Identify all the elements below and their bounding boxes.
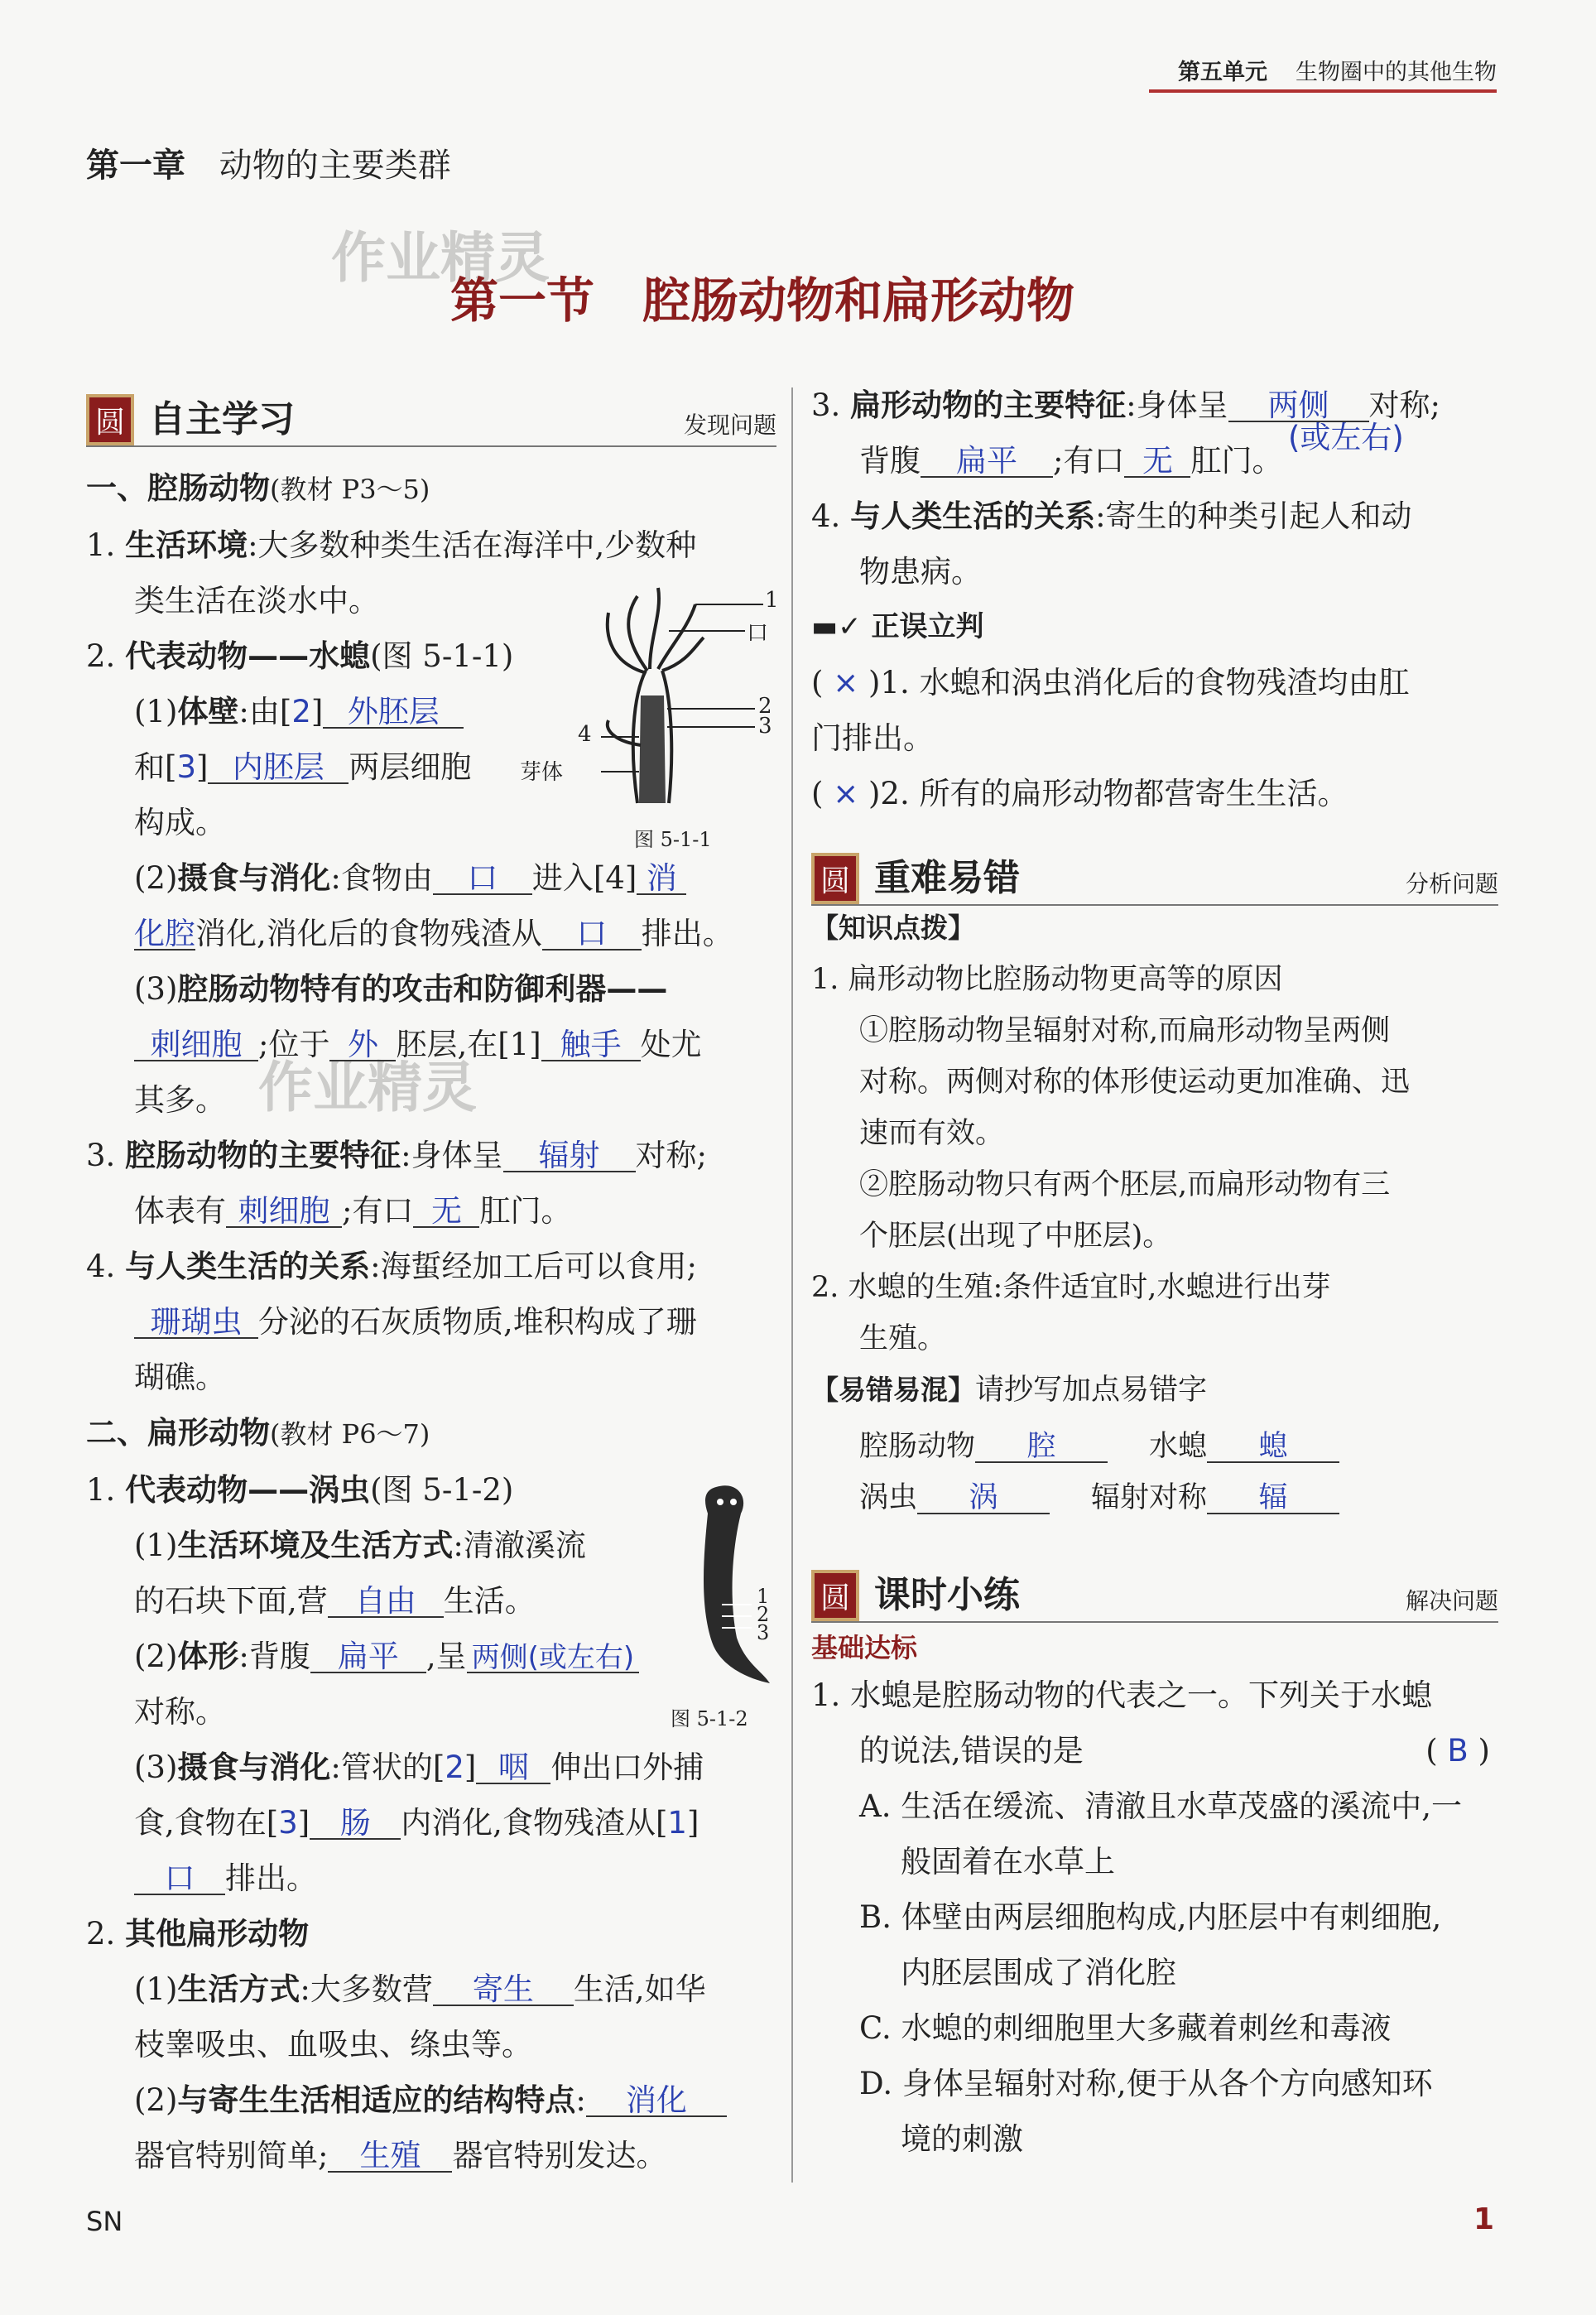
unit-title: 生物圈中的其他生物 [1296,59,1497,85]
answer-blank: 两侧(或左右) [467,1644,640,1673]
knowledge-1c: 速而有效。 [859,1117,1005,1150]
item-2-1b: 和[3] 内胚层 两层细胞 [134,749,472,785]
knowledge-1: 1. 扁形动物比腔肠动物更高等的原因 [811,963,1283,996]
answer-choice: B [1447,1733,1469,1769]
footer-left: SN [86,2206,123,2237]
item-1: 1. 生活环境:大多数种类生活在海洋中,少数种 [86,527,697,563]
answer-blank: 内胚层 [208,752,349,784]
knowledge-1d: ②腔肠动物只有两个胚层,而扁形动物有三 [859,1168,1391,1201]
answer-blank: 咽 [476,1752,550,1784]
answer-blank: 螅 [1207,1432,1339,1463]
key-tag: 分析问题 [1405,870,1498,898]
basic-label: 基础达标 [811,1632,918,1663]
item-4b: 珊瑚虫 分泌的石灰质物质,堆积构成了珊 [86,1294,781,1350]
knowledge-2b: 生殖。 [859,1322,947,1355]
chapter-number: 第一章 [86,147,185,185]
item-2: 2. 代表动物——水螅(图 5-1-1) [86,638,514,674]
answer-blank: 化腔 [134,916,195,951]
item-m2-1b: 枝睾吸虫、血吸虫、绦虫等。 [134,2027,532,2062]
item-4: 4. 与人类生活的关系:海蜇经加工后可以食用; [86,1249,698,1284]
fig1-label: 2 [758,694,772,719]
answer-blank: 腔 [975,1432,1108,1463]
item-m1-1: (1)生活环境及生活方式:清澈溪流 [134,1528,586,1563]
fig2-caption: 图 5-1-2 [671,1707,748,1730]
answer-blank: 珊瑚虫 [134,1307,258,1339]
self-study-header [86,373,776,447]
judge-1: ( × )1. 水螅和涡虫消化后的食物残渣均由肛 [811,665,1410,700]
heading-coelenterates: 一、腔肠动物(教材 P3～5) [86,470,430,506]
answer-blank: 寄生 [433,1974,574,2006]
option-b: B. 体壁由两层细胞构成,内胚层中有刺细胞, [859,1899,1442,1935]
self-study-tag: 发现问题 [683,412,776,439]
fig1-caption: 图 5-1-1 [634,828,712,851]
answer-blank: 两侧 [1228,390,1369,422]
section-title: 第一节 腔肠动物和扁形动物 [450,272,1075,329]
column-divider [791,387,793,2183]
heading-flatworms: 二、扁形动物(教材 P6～7) [86,1415,430,1451]
item-2-3b: 刺细胞 ;位于 外 胚层,在[1] 触手 处尤 [86,1017,781,1072]
fig2-label: 2 [757,1603,770,1626]
answer-blank: 扁平 [310,1641,426,1673]
hydra-figure [520,580,786,861]
fig1-label: 1 [765,588,779,613]
answer-blank: 肠 [310,1807,401,1840]
answer-blank: 辐 [1207,1484,1339,1514]
item-m1-1b: 的石块下面,营 自由 生活。 [134,1583,536,1619]
fig1-label: 3 [758,714,772,739]
item-2-2b: 化腔消化,消化后的食物残渣从 口 排出。 [134,916,733,951]
fig2-label: 3 [757,1621,770,1644]
item-r3: 3. 扁形动物的主要特征:身体呈 两侧 对称; [811,387,1441,423]
right-column-bottom [811,1628,1507,2167]
item-m2: 2. 其他扁形动物 [86,1916,310,1952]
question-1: 1. 水螅是腔肠动物的代表之一。下列关于水螅 [811,1677,1433,1713]
item-2-1c: 构成。 [134,805,226,840]
item-m1-3c: 口 排出。 [86,1851,781,1906]
practice-tag: 解决问题 [1405,1587,1498,1615]
judge-2: ( × )2. 所有的扁形动物都营寄生生活。 [811,776,1348,811]
option-a: A. 生活在缓流、清澈且水草茂盛的溪流中,一 [859,1788,1463,1824]
answer-blank: 无 [413,1196,479,1228]
fig1-label: 口 [747,621,769,646]
chapter-title: 动物的主要类群 [219,147,451,185]
answer-blank: 无 [1124,445,1190,478]
item-r4: 4. 与人类生活的关系:寄生的种类引起人和动 [811,498,1412,534]
right-column-top [811,378,1507,821]
item-4c: 瑚礁。 [134,1360,226,1395]
item-2-1: (1)体壁:由[2] 外胚层 [86,684,781,739]
answer-blank: 外 [329,1029,396,1061]
item-2-3: (3)腔肠动物特有的攻击和防御利器—— [134,971,668,1007]
watermark: 作业精灵 [258,1056,477,1119]
item-m1: 1. 代表动物——涡虫(图 5-1-2) [86,1472,514,1508]
unit-label: 第五单元 [1178,59,1267,85]
knowledge-1e: 个胚层(出现了中胚层)。 [859,1220,1172,1253]
answer-blank: 口 [433,863,532,895]
page-number: 1 [1473,2202,1495,2236]
answer-blank: 生殖 [328,2140,452,2173]
section-badge-icon: 圆 [86,394,134,445]
knowledge-heading: 【知识点拨】 [811,912,975,944]
item-m1-3b: 食,食物在[3] 肠 内消化,食物残渣从[1] [134,1805,699,1841]
answer-blank: 辐射 [503,1140,636,1172]
chapter-heading [86,139,451,186]
item-2-2: (2)摄食与消化:食物由 口 进入[4] 消 [86,850,781,906]
item-m2-1: (1)生活方式:大多数营 寄生 生活,如华 [134,1971,706,2007]
fig2-label: 1 [757,1585,770,1608]
judge-heading: ▬✓ 正误立判 [811,610,984,643]
running-header [1149,50,1497,93]
answer-blank: 外胚层 [323,696,464,729]
item-m1-2: (2)体形:背腹 扁平 ,呈 两侧(或左右) [86,1629,781,1684]
option-b2: 内胚层围成了消化腔 [901,1955,1176,1990]
item-1-cont: 类生活在淡水中。 [134,583,379,618]
practice-header [811,1548,1498,1623]
practice-title: 课时小练 [874,1574,1020,1616]
option-d2: 境的刺激 [901,2121,1023,2157]
knowledge-1a: ①腔肠动物呈辐射对称,而扁形动物呈两侧 [859,1014,1391,1047]
answer-blank: 刺细胞 [226,1196,342,1228]
item-m2-2: (2)与寄生生活相适应的结构特点: 消化 [86,2072,781,2128]
bud-label: 芽体 [520,760,564,785]
easy-heading: 【易错易混】请抄写加点易错字 [811,1374,1208,1407]
item-2-3c: 其多。 [134,1082,226,1118]
option-a2: 般固着在水草上 [901,1844,1115,1879]
option-d: D. 身体呈辐射对称,便于从各个方向感知环 [859,2066,1433,2101]
question-1b: 的说法,错误的是 ( B ) [859,1733,1490,1769]
item-m1-3: (3)摄食与消化:管状的[2] 咽 伸出口外捕 [134,1749,704,1785]
self-study-title: 自主学习 [149,398,295,440]
key-title: 重难易错 [874,857,1020,899]
answer-note: (或左右) [1288,420,1404,455]
section-badge-icon: 圆 [811,853,859,904]
answer-blank: 消化 [586,2085,727,2117]
key-header [811,831,1498,906]
option-c: C. 水螅的刺细胞里大多藏着刺丝和毒液 [859,2010,1392,2046]
answer-blank: 涡 [917,1484,1050,1514]
easy-row-2: 涡虫 涡 辐射对称 辐 [811,1472,1507,1523]
judge-1b: 门排出。 [811,720,934,756]
knowledge-2: 2. 水螅的生殖:条件适宜时,水螅进行出芽 [811,1271,1331,1304]
item-m1-2b: 对称。 [134,1694,226,1730]
fig1-label: 4 [578,722,592,747]
watermark: 作业精灵 [331,226,550,290]
item-3: 3. 腔肠动物的主要特征:身体呈 辐射 对称; [86,1138,708,1173]
answer-blank: 自由 [328,1586,444,1618]
answer-blank: 扁平 [921,445,1053,478]
answer-blank: 触手 [541,1029,641,1061]
answer-blank: 刺细胞 [134,1029,258,1061]
answer-blank: 口 [134,1863,225,1895]
item-r3b: 背腹 扁平 ;有口 无 肛门。 (或左右) [811,433,1507,489]
planarian-figure [671,1480,786,1737]
check-icon: ▬✓ [811,610,862,643]
easy-row-1: 腔肠动物 腔 水螅 螅 [811,1421,1507,1472]
answer-blank: 口 [542,918,642,951]
answer-blank: 消 [637,863,686,895]
item-3b: 体表有 刺细胞 ;有口 无 肛门。 [134,1193,572,1229]
knowledge-1b: 对称。两侧对称的体形使运动更加准确、迅 [859,1066,1411,1099]
right-column-mid [811,902,1507,1523]
item-m2-2b: 器官特别简单; 生殖 器官特别发达。 [134,2138,667,2173]
item-r4b: 物患病。 [859,554,982,590]
section-badge-icon: 圆 [811,1570,859,1621]
